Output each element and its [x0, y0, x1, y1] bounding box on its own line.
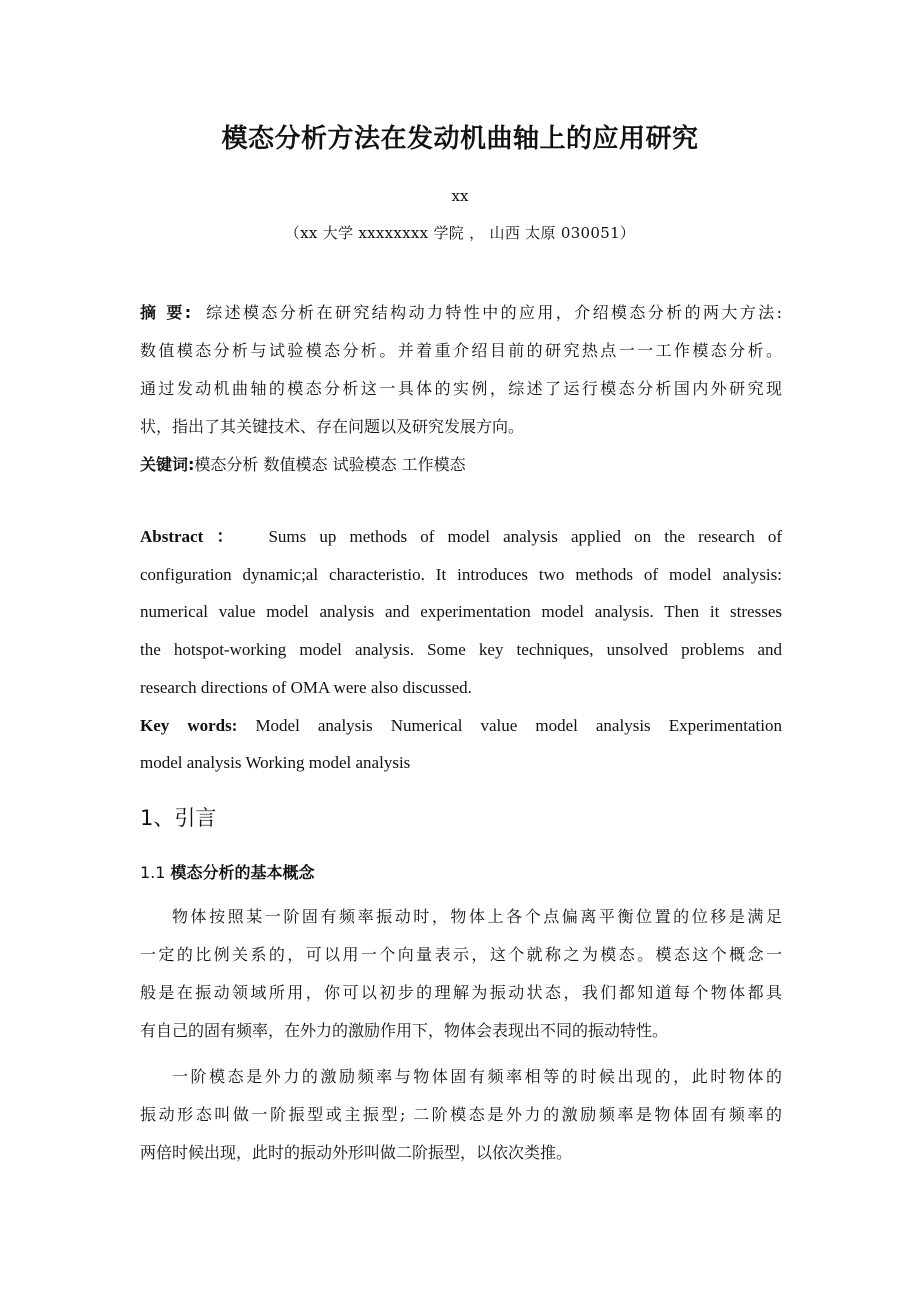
paragraph-line: 振动形态叫做一阶振型或主振型; 二阶模态是外力的激励频率是物体固有频率的 [140, 1105, 782, 1124]
keywords-cn-label: 关键词: [140, 455, 195, 474]
abstract-en-line: the hotspot-working model analysis. Some key techniques, unsolved problems and [140, 640, 782, 660]
keywords-en-line: model analysis Working model analysis [140, 753, 411, 773]
paragraph [140, 898, 782, 1050]
abstract-cn [140, 294, 782, 484]
keywords-en-label: Key words: [140, 715, 238, 735]
abstract-cn-line: 数值模态分析与试验模态分析。并着重介绍目前的研究热点一一工作模态分析。 [140, 341, 782, 360]
abstract-en-line: numerical value model analysis and experimentation model analysis. Then it stresses [140, 602, 782, 622]
subsection-title: 模态分析的基本概念 [170, 863, 315, 882]
keywords-cn-text: 模态分析 数值模态 试验模态 工作模态 [194, 455, 466, 474]
abstract-cn-line: 状，指出了其关键技术、存在问题以及研究发展方向。 [140, 417, 525, 436]
author-affiliation: （xx 大学 xxxxxxxx 学院 ， 山西 太原 030051） [284, 224, 636, 242]
keywords-en: Key words: Model analysis Numerical value model analysis Experimentation [140, 715, 782, 735]
abstract-en-line: configuration dynamic;al characteristio. It introduces two methods of model analysis: [140, 564, 782, 584]
paragraph-line: 般是在振动领域所用，你可以初步的理解为振动状态，我们都知道每个物体都具 [140, 983, 782, 1002]
paragraph-line: 有自己的固有频率，在外力的激励作用下，物体会表现出不同的振动特性。 [140, 1021, 669, 1040]
paragraph [140, 1058, 782, 1172]
abstract-en [140, 518, 782, 782]
paragraph-line: 一定的比例关系的，可以用一个向量表示，这个就称之为模态。模态这个概念一 [140, 945, 782, 964]
paragraph-line: 两倍时候出现，此时的振动外形叫做二阶振型，以依次类推。 [140, 1143, 573, 1162]
abstract-cn-label: 摘 要: [140, 303, 192, 322]
abstract-en-label: Abstract ： [140, 527, 243, 546]
abstract-cn-line: 摘 要: 综述模态分析在研究结构动力特性中的应用，介绍模态分析的两大方法: [140, 303, 782, 322]
paper-title: 模态分析方法在发动机曲轴上的应用研究 [221, 124, 699, 154]
abstract-en-line: research directions of OMA were also discussed. [140, 677, 472, 697]
abstract-en-line: Abstract ： Sums up methods of model analysis applied on the research of [140, 527, 782, 546]
paragraph-line: 物体按照某一阶固有频率振动时，物体上各个点偏离平衡位置的位移是满足 [172, 907, 782, 926]
section-heading: 1、引言 [140, 806, 217, 830]
keywords-cn [140, 446, 782, 484]
subsection-number: 1.1 [140, 863, 166, 882]
author-name: xx [451, 187, 469, 205]
abstract-cn-line: 通过发动机曲轴的模态分析这一具体的实例，综述了运行模态分析国内外研究现 [140, 379, 782, 398]
paragraph-line: 一阶模态是外力的激励频率与物体固有频率相等的时候出现的，此时物体的 [172, 1067, 782, 1086]
subsection-heading [140, 860, 782, 883]
